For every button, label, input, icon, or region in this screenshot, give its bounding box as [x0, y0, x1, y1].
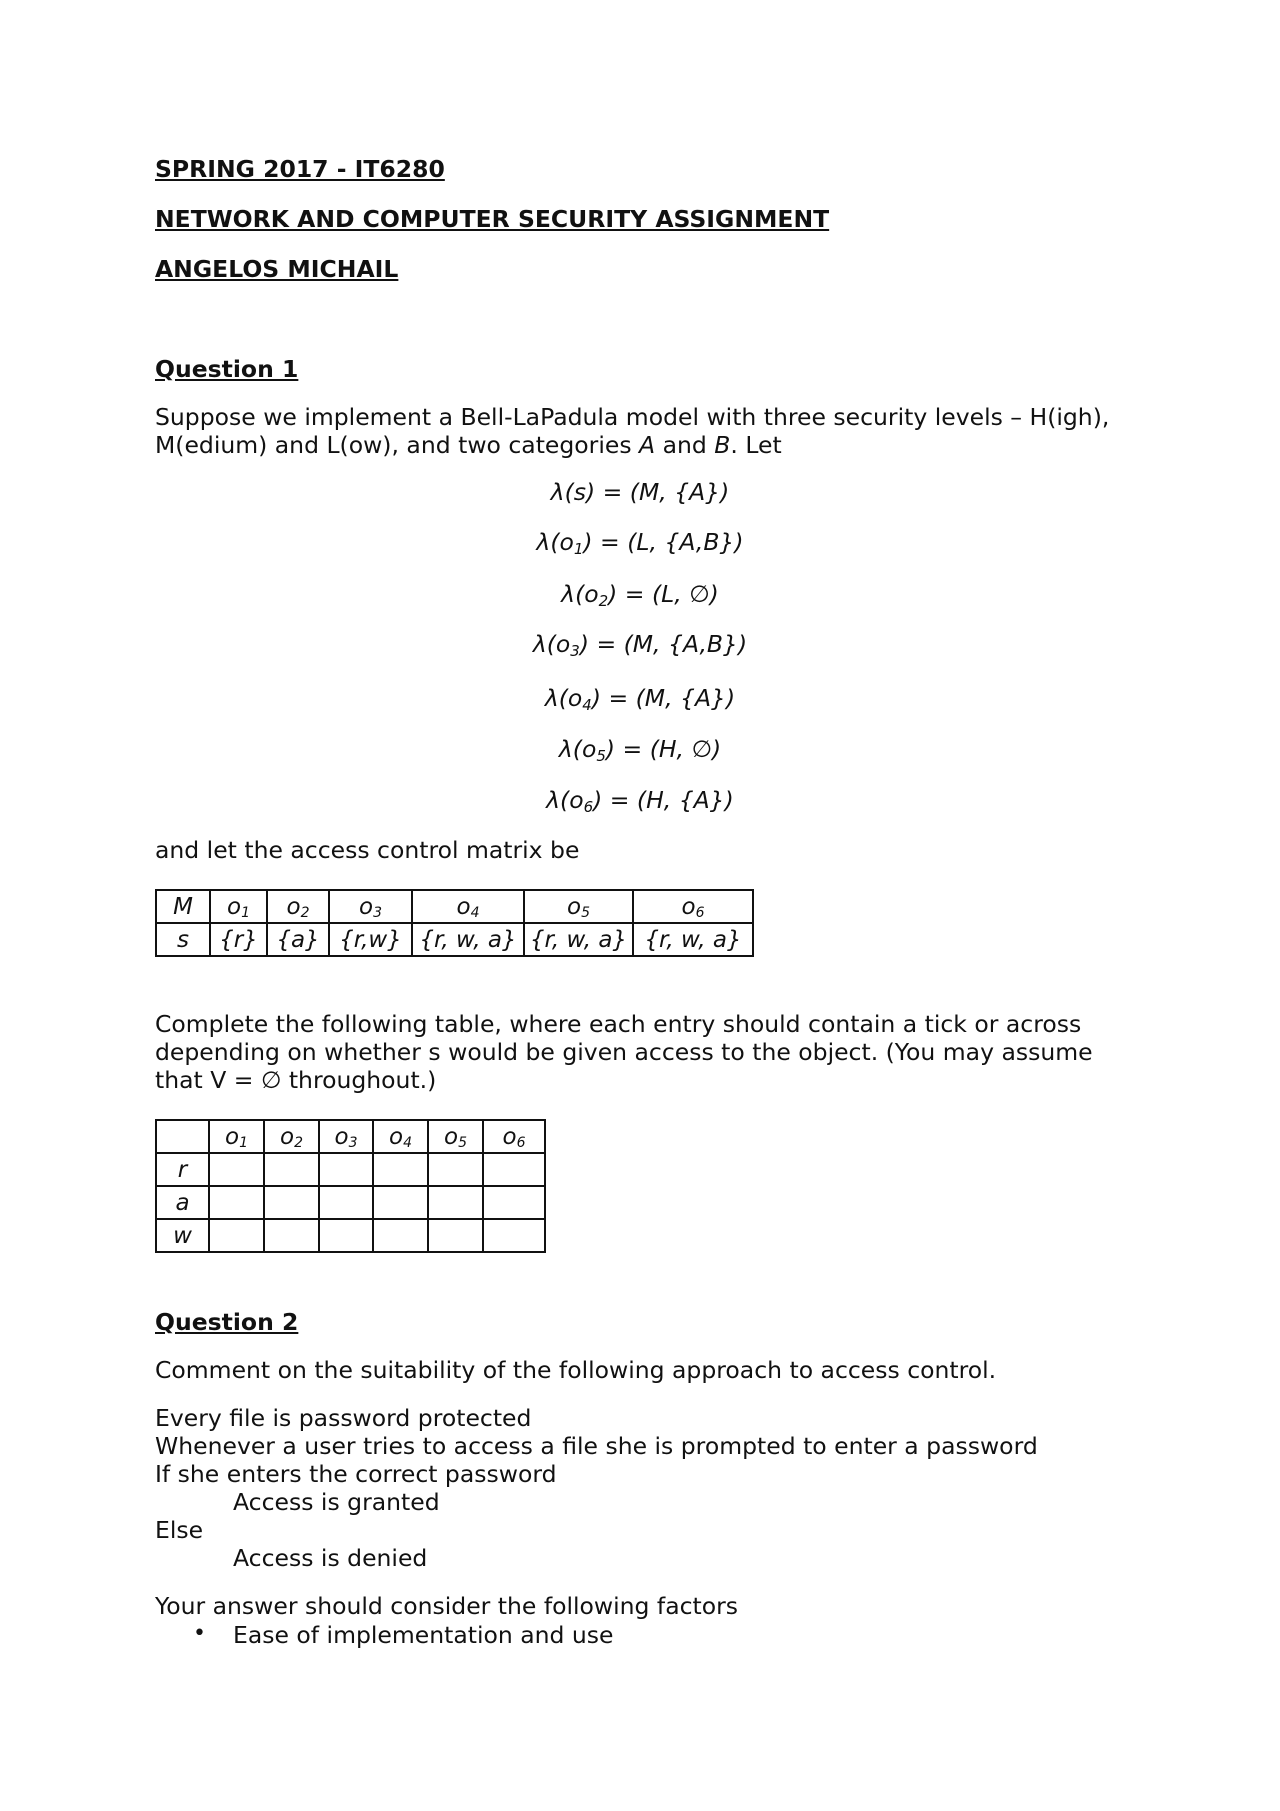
answer-cell[interactable]: [483, 1219, 545, 1252]
answer-cell[interactable]: [319, 1186, 373, 1219]
equation-post: ) = (L, ∅): [608, 580, 719, 608]
equation-object-2: [0, 580, 1280, 608]
matrix-cell: {a}: [267, 923, 329, 956]
category-b: B: [714, 431, 731, 459]
equation-object-4: [0, 684, 1280, 712]
answer-cell[interactable]: [483, 1153, 545, 1186]
equation-object-3: [0, 630, 1280, 658]
answer-table: [155, 1119, 546, 1253]
object-letter: o: [225, 1123, 240, 1150]
complete-line-2: depending on whether s would be given access to the object. (You may assume: [155, 1038, 1093, 1066]
object-letter: o: [456, 893, 471, 920]
answer-cell[interactable]: [373, 1186, 428, 1219]
answer-cell[interactable]: [373, 1153, 428, 1186]
answer-row-label: r: [156, 1153, 209, 1186]
answer-object-header: [209, 1120, 264, 1153]
equation-subscript: 2: [598, 592, 609, 610]
object-subscript: 6: [695, 904, 705, 921]
answer-object-header: [373, 1120, 428, 1153]
q1-intro-end: . Let: [730, 431, 782, 459]
complete-line-3: that V = ∅ throughout.): [155, 1066, 437, 1094]
answer-row: [156, 1186, 545, 1219]
object-letter: o: [444, 1123, 459, 1150]
object-letter: o: [389, 1123, 404, 1150]
object-subscript: 2: [300, 904, 310, 921]
equation-pre: λ(o: [532, 630, 571, 658]
matrix-cell: {r, w, a}: [412, 923, 524, 956]
object-subscript: 5: [458, 1134, 467, 1151]
course-heading: SPRING 2017 - IT6280: [155, 155, 445, 183]
equation-post: ) = (H, {A}): [593, 786, 734, 814]
pseudocode-line-3: If she enters the correct password: [155, 1460, 557, 1488]
q1-intro-line-2: [155, 431, 782, 459]
object-subscript: 4: [403, 1134, 412, 1151]
object-letter: o: [334, 1123, 349, 1150]
equation-subscript: 3: [570, 642, 580, 660]
answer-row-label: w: [156, 1219, 209, 1252]
pseudocode-line-6: Access is denied: [233, 1544, 428, 1572]
answer-cell[interactable]: [264, 1153, 319, 1186]
answer-corner: [156, 1120, 209, 1153]
answer-cell[interactable]: [428, 1153, 483, 1186]
equation-object-5: [0, 735, 1280, 763]
question-1-title: Question 1: [155, 355, 299, 383]
matrix-object-header: [633, 890, 753, 923]
object-letter: o: [681, 893, 696, 920]
pseudocode-line-1: Every file is password protected: [155, 1404, 532, 1432]
q1-intro-text: M(edium) and L(ow), and two categories: [155, 431, 640, 459]
object-letter: o: [502, 1123, 517, 1150]
equation-subscript: 1: [573, 540, 584, 558]
q1-intro-line-1: Suppose we implement a Bell-LaPadula model with three security levels – H(igh),: [155, 403, 1110, 431]
matrix-subject-row: [156, 923, 753, 956]
equation-pre: λ(o: [546, 786, 584, 814]
q2-prompt: Comment on the suitability of the following approach to access control.: [155, 1356, 997, 1384]
object-subscript: 3: [348, 1134, 358, 1151]
answer-object-header: [428, 1120, 483, 1153]
equation-pre: λ(o: [558, 735, 597, 763]
answer-object-header: [319, 1120, 373, 1153]
object-subscript: 2: [294, 1134, 303, 1151]
factor-1: Ease of implementation and use: [233, 1621, 614, 1649]
equation-subscript: 5: [596, 747, 606, 765]
author-heading: ANGELOS MICHAIL: [155, 255, 399, 283]
object-subscript: 5: [581, 904, 590, 921]
answer-cell[interactable]: [428, 1186, 483, 1219]
object-subscript: 6: [516, 1134, 526, 1151]
pseudocode-line-4: Access is granted: [233, 1488, 440, 1516]
answer-cell[interactable]: [483, 1186, 545, 1219]
answer-cell[interactable]: [264, 1219, 319, 1252]
matrix-cell: {r}: [210, 923, 267, 956]
object-letter: o: [286, 893, 301, 920]
complete-line-1: Complete the following table, where each entry should contain a tick or across: [155, 1010, 1082, 1038]
answer-cell[interactable]: [264, 1186, 319, 1219]
matrix-cell: {r, w, a}: [633, 923, 753, 956]
answer-row: [156, 1153, 545, 1186]
equation-post: ) = (M, {A}): [591, 684, 736, 712]
object-letter: o: [280, 1123, 295, 1150]
object-letter: o: [567, 893, 582, 920]
equation-pre: λ(o: [544, 684, 583, 712]
matrix-object-header: [524, 890, 633, 923]
equation-post: ) = (L, {A,B}): [583, 528, 744, 556]
answer-header-row: [156, 1120, 545, 1153]
equation-object-6: [0, 786, 1280, 814]
bullet-icon: •: [193, 1621, 206, 1646]
factors-intro: Your answer should consider the following factors: [155, 1592, 739, 1620]
answer-cell[interactable]: [209, 1186, 264, 1219]
answer-row-label: a: [156, 1186, 209, 1219]
answer-cell[interactable]: [209, 1219, 264, 1252]
equation-pre: λ(o: [561, 580, 599, 608]
answer-cell[interactable]: [319, 1153, 373, 1186]
matrix-corner: M: [156, 890, 210, 923]
access-control-matrix: [155, 889, 754, 957]
matrix-row-label: s: [156, 923, 210, 956]
equation-object-1: [0, 528, 1280, 556]
assignment-heading: NETWORK AND COMPUTER SECURITY ASSIGNMENT: [155, 205, 830, 233]
object-subscript: 4: [470, 904, 480, 921]
object-subscript: 3: [373, 904, 382, 921]
object-subscript: 1: [239, 1134, 248, 1151]
matrix-object-header: [210, 890, 267, 923]
object-letter: o: [227, 893, 242, 920]
equation-subject: λ(s) = (M, {A}): [550, 478, 730, 506]
answer-cell[interactable]: [319, 1219, 373, 1252]
answer-cell[interactable]: [428, 1219, 483, 1252]
answer-cell[interactable]: [373, 1219, 428, 1252]
matrix-object-header: [412, 890, 524, 923]
pseudocode-line-5: Else: [155, 1516, 204, 1544]
equation-subscript: 6: [583, 798, 594, 816]
equation-pre: λ(o: [536, 528, 574, 556]
q1-intro-and: and: [655, 431, 715, 459]
matrix-header-row: [156, 890, 753, 923]
answer-object-header: [483, 1120, 545, 1153]
object-letter: o: [359, 893, 374, 920]
equation-subscript: 4: [582, 696, 592, 714]
equation-post: ) = (H, ∅): [605, 735, 722, 763]
question-2-title: Question 2: [155, 1308, 299, 1336]
matrix-object-header: [267, 890, 329, 923]
matrix-object-header: [329, 890, 412, 923]
matrix-cell: {r,w}: [329, 923, 412, 956]
object-subscript: 1: [241, 904, 250, 921]
answer-cell[interactable]: [209, 1153, 264, 1186]
matrix-cell: {r, w, a}: [524, 923, 633, 956]
answer-row: [156, 1219, 545, 1252]
pseudocode-line-2: Whenever a user tries to access a file she is prompted to enter a password: [155, 1432, 1038, 1460]
matrix-intro: and let the access control matrix be: [155, 836, 580, 864]
category-a: A: [639, 431, 656, 459]
equation-post: ) = (M, {A,B}): [579, 630, 748, 658]
answer-object-header: [264, 1120, 319, 1153]
